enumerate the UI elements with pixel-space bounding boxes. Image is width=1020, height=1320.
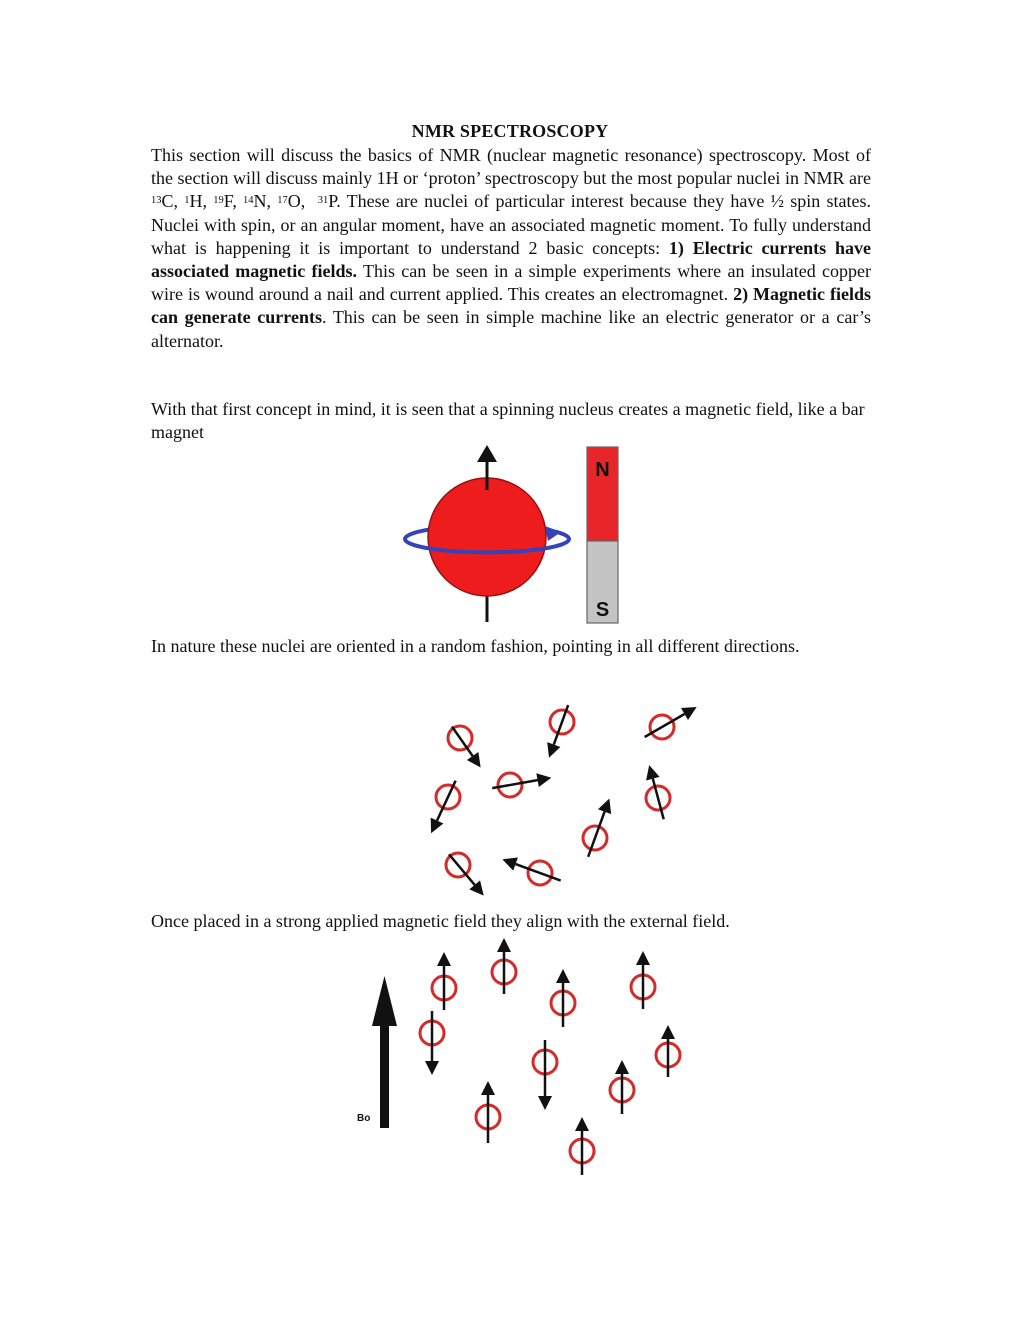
nucleus-aligned-10	[570, 1117, 594, 1175]
isotope-mass: 31	[317, 195, 329, 207]
applied-field-arrow-shaft	[380, 1020, 389, 1128]
nucleus-aligned-4	[631, 951, 655, 1009]
isotope-mass: 19	[213, 195, 224, 207]
isotope-mass: 13	[151, 195, 162, 207]
isotope-1h: $^1$H,	[184, 191, 214, 212]
concept-1-text: This can be seen in a simple experiments where an insulated copper wire is wound around a nail and current applied. This creates an electromagnet.	[151, 261, 871, 305]
isotope-19f: $^{19}$F,	[213, 191, 244, 212]
isotope-14n: $^{14}$N,	[243, 191, 278, 212]
isotope-13c: $^{13}$C,	[151, 191, 185, 212]
nucleus-aligned-3	[551, 969, 575, 1027]
spin-arrowhead	[575, 1117, 589, 1131]
nucleus-aligned-5	[420, 1011, 444, 1075]
isotope-31p: $^{31}$P.	[317, 191, 341, 212]
random-orientation-paragraph: In nature these nuclei are oriented in a random fashion, pointing in all different directions.	[151, 636, 800, 656]
aligned-field-paragraph: Once placed in a strong applied magnetic field they align with the external field.	[151, 911, 730, 931]
spin-arrowhead	[556, 969, 570, 983]
spin-explanation-text: These are nuclei of particular interest because they have ½ spin states. Nuclei with spin, or an angular moment, have an associated magnetic moment. To fully understand what is happening it is important to understand 2 basic concepts:	[151, 191, 872, 258]
spin-arrowhead	[437, 952, 451, 966]
nucleus-aligned-6	[533, 1040, 557, 1110]
applied-field-arrowhead	[372, 976, 397, 1026]
applied-field-label: Bo	[357, 1113, 371, 1124]
spin-arrowhead	[661, 1025, 675, 1039]
spin-arrowhead	[615, 1060, 629, 1074]
spin-arrowhead	[636, 951, 650, 965]
spin-arrowhead	[481, 1081, 495, 1095]
document-title: NMR SPECTROSCOPY	[411, 121, 609, 141]
intro-text: This section will discuss the basics of NMR (nuclear magnetic resonance) spectroscopy. Most of the section will discuss mainly 1H or ‘proton’ spectroscopy but the most popular nuclei in NMR are	[151, 145, 871, 189]
bar-magnet-north-label: N	[595, 459, 610, 481]
spinning-nucleus-paragraph: With that first concept in mind, it is seen that a spinning nucleus creates a magnetic field, like a bar magnet	[151, 399, 865, 443]
nucleus-aligned-2	[492, 938, 516, 994]
concept-2-text: . This can be seen in simple machine like an electric generator or a car’s alternator.	[151, 307, 871, 351]
isotope-mass: 1	[184, 195, 190, 207]
nucleus-aligned-7	[656, 1025, 680, 1077]
nucleus-aligned-1	[432, 952, 456, 1010]
spin-arrowhead	[497, 938, 511, 952]
spin-arrowhead	[425, 1061, 439, 1075]
isotope-mass: 17	[277, 195, 288, 207]
nucleus-aligned-9	[476, 1081, 500, 1143]
isotope-mass: 14	[243, 195, 254, 207]
nucleus-aligned-8	[610, 1060, 634, 1114]
concept-2-heading: 2) Magnetic fields can generate currents	[151, 284, 871, 328]
bar-magnet-south-label: S	[595, 599, 610, 621]
spin-arrowhead	[538, 1096, 552, 1110]
isotope-17o: $^{17}$O,	[277, 191, 318, 212]
concept-1-heading: 1) Electric currents have associated magnetic fields.	[151, 237, 871, 282]
